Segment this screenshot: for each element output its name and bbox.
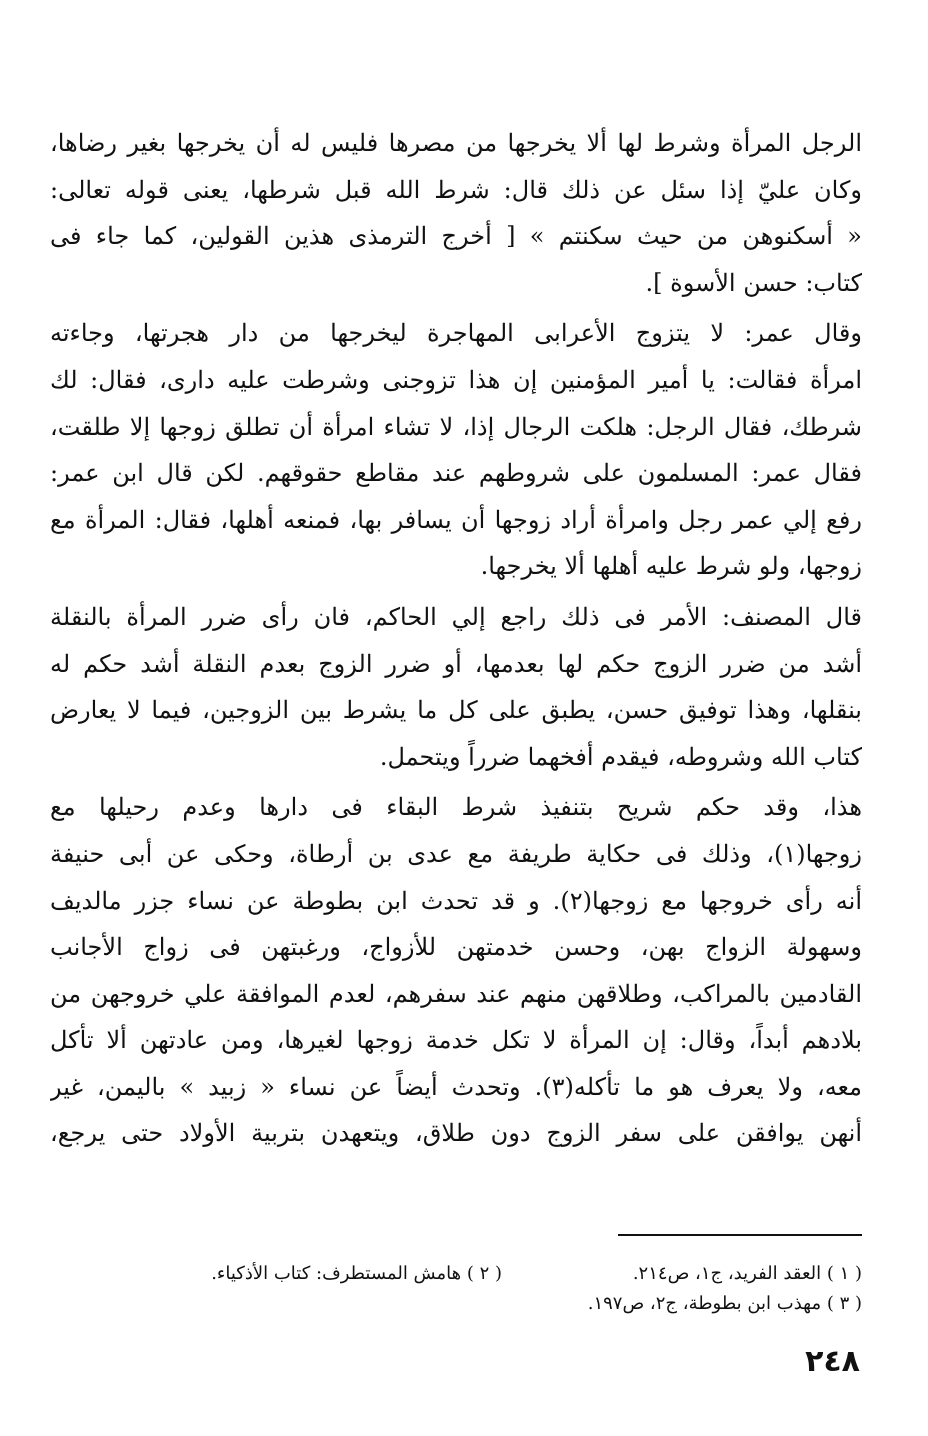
text-line: الرجل المرأة وشرط لها ألا يخرجها من مصرها فليس له أن يخرجها بغير رضاها، xyxy=(50,129,862,157)
text-line: زوجها، ولو شرط عليه أهلها ألا يخرجها. xyxy=(480,552,862,581)
footnote-separator xyxy=(618,1234,862,1236)
text-line: هذا، وقد حكم شريح بتنفيذ شرط البقاء فى دارها وعدم رحيلها مع xyxy=(50,793,862,822)
text-line: أشد من ضرر الزوج حكم لها بعدمها، أو ضرر الزوج بعدم النقلة أشد حكم له xyxy=(50,649,862,678)
page-number: ٢٤٨ xyxy=(805,1344,860,1379)
footnote-row xyxy=(50,1290,862,1320)
text-line: امرأة فقالت: يا أمير المؤمنين إن هذا تزوجنى وشرطت عليه دارى، فقال: لك xyxy=(50,365,862,394)
text-line: القادمين بالمراكب، وطلاقهن منهم عند سفرهم، لعدم الموافقة علي خروجهن من xyxy=(50,979,862,1008)
text-line: وسهولة الزواج بهن، وحسن خدمتهن للأزواج، ورغبتهن فى زواج الأجانب xyxy=(50,933,862,962)
text-line: زوجها(١)، وذلك فى حكاية طريفة مع عدى بن أرطاة، وحكى عن أبى حنيفة xyxy=(50,839,862,868)
text-line: بلادهم أبداً، وقال: إن المرأة لا تكل خدمة زوجها لغيرها، ومن عادتهن ألا تأكل xyxy=(50,1026,862,1055)
text-line: وقال عمر: لا يتزوج الأعرابى المهاجرة ليخرجها من دار هجرتها، وجاءته xyxy=(50,319,862,348)
text-line: بنقلها، وهذا توفيق حسن، يطبق على كل ما يشرط بين الزوجين، فيما لا يعارض xyxy=(50,696,862,725)
text-line: كتاب الله وشروطه، فيقدم أفخهما ضرراً ويتحمل. xyxy=(379,742,862,771)
text-line: فقال عمر: المسلمون على شروطهم عند مقاطع حقوقهم. لكن قال ابن عمر: xyxy=(50,459,862,488)
text-line: وكان عليّ إذا سئل عن ذلك قال: شرط الله قبل شرطها، يعنى قوله تعالى: xyxy=(50,175,862,204)
text-line: أنهن يوافقن على سفر الزوج دون طلاق، ويتعهدن بتربية الأولاد حتى يرجع، xyxy=(50,1119,862,1148)
text-line: أنه رأى خروجها مع زوجها(٢). و قد تحدث ابن بطوطة عن نساء جزر مالديف xyxy=(50,886,862,915)
main-text xyxy=(50,120,862,1157)
footnote-1: ( ١ ) العقد الفريد، ج١، ص٢١٤. xyxy=(632,1263,862,1284)
paragraph xyxy=(50,310,862,590)
paragraph xyxy=(50,784,862,1157)
text-line: معه، ولا يعرف هو ما تأكله(٣). وتحدث أيضاً عن نساء « زبيد » باليمن، غير xyxy=(50,1072,862,1101)
paragraph xyxy=(50,594,862,780)
text-line: شرطك، فقال الرجل: هلكت الرجال إذا، لا تشاء امرأة أن تطلق زوجها إلا طلقت، xyxy=(50,412,862,441)
text-line: رفع إلي عمر رجل وامرأة أراد زوجها أن يسافر بها، فمنعه أهلها، فقال: المرأة مع xyxy=(50,505,862,534)
paragraph xyxy=(50,120,862,306)
footnotes xyxy=(50,1260,862,1320)
footnote-3: ( ٣ ) مهذب ابن بطوطة، ج٢، ص١٩٧. xyxy=(587,1293,862,1314)
footnote-row xyxy=(50,1260,862,1290)
footnote-2: ( ٢ ) هامش المستطرف: كتاب الأذكياء. xyxy=(211,1263,502,1284)
text-line: قال المصنف: الأمر فى ذلك راجع إلي الحاكم، فان رأى ضرر المرأة بالنقلة xyxy=(50,602,862,631)
text-line: كتاب: حسن الأسوة ]. xyxy=(645,268,862,297)
text-line: « أسكنوهن من حيث سكنتم » [ أخرج الترمذى هذين القولين، كما جاء فى xyxy=(50,222,862,251)
